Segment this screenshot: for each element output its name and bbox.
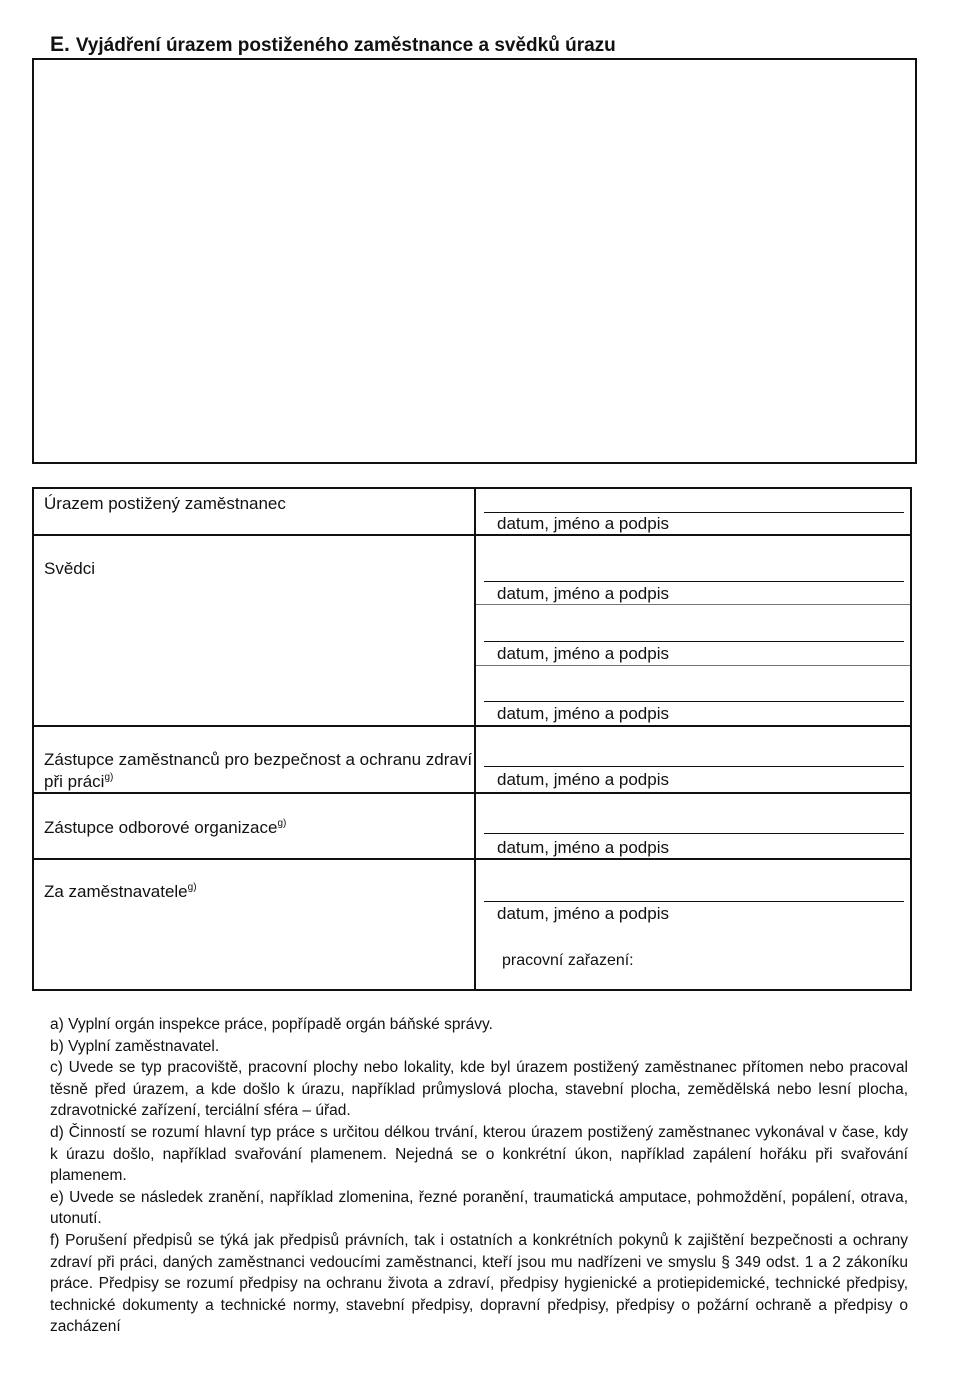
- footnote-b: b) Vyplní zaměstnavatel.: [50, 1037, 220, 1055]
- label-employee-safety-representative: Zástupce zaměstnanců pro bezpečnost a ochranu zdraví při práci$^{g)}$: [44, 750, 473, 791]
- signature-caption: datum, jméno a podpis: [497, 584, 669, 603]
- signature-line-safety-representative[interactable]: [484, 766, 904, 767]
- footnote-e: e) Uvede se následek zranění, například zlomenina, řezné poranění, traumatická amputace, pohmoždění, popálení, otrava, utonutí.: [50, 1188, 908, 1228]
- section-heading: Vyjádření úrazem postiženého zaměstnance a svědků úrazu: [75, 35, 616, 56]
- footnote-d: d) Činností se rozumí hlavní typ práce s určitou délkou trvání, kterou úrazem postižený zaměstnanec vykonával v čase, kdy k úrazu došlo, například svařování plamenem. Nejedná se o konkrétní úkon, například zapálení hořáku při svařování plamenem.: [50, 1123, 908, 1185]
- label-trade-union-representative: Zástupce odborové organizace$^{g)}$: [44, 818, 287, 837]
- signature-caption: datum, jméno a podpis: [497, 514, 669, 533]
- column-divider: [474, 489, 476, 989]
- row-divider: [34, 534, 910, 536]
- footnote-f: f) Porušení předpisů se týká jak předpisů právních, tak i ostatních a konkrétních pokynů k zajištění bezpečnosti a ochrany zdraví při práci, daných zaměstnanci vedoucími zaměstnanci, kteří jsou mu nadřízeni ve smyslu § 349 odst. 1 a 2 zákoníku práce. Předpisy se rozumí předpisy na ochranu života a zdraví, předpisy hygienické a protiepidemické, technické předpisy, technické dokumenty a technické normy, stavební předpisy, dopravní předpisy, předpisy o požární ochraně a předpisy o zacházení: [50, 1231, 908, 1336]
- signature-caption: datum, jméno a podpis: [497, 704, 669, 723]
- signature-caption: datum, jméno a podpis: [497, 644, 669, 663]
- signature-line-union-representative[interactable]: [484, 833, 904, 834]
- job-position-label: pracovní zařazení:: [502, 952, 634, 969]
- section-letter: E.: [50, 33, 70, 56]
- cell-rule: [476, 604, 910, 605]
- section-title: [50, 33, 616, 57]
- label-injured-employee: Úrazem postižený zaměstnanec: [44, 494, 286, 513]
- row-divider: [34, 858, 910, 860]
- row-divider: [34, 725, 910, 727]
- signature-line-witness-1[interactable]: [484, 581, 904, 582]
- footnote-c: c) Uvede se typ pracoviště, pracovní plochy nebo lokality, kde byl úrazem postižený zaměstnanec přítomen nebo pracoval těsně před úrazem, a kde došlo k úrazu, například průmyslová plocha, stavební plocha, zemědělská nebo lesní plocha, zdravotnické zařízení, terciální sféra – úřad.: [50, 1059, 908, 1120]
- signature-caption: datum, jméno a podpis: [497, 838, 669, 857]
- signature-line-employer[interactable]: [484, 901, 904, 902]
- signature-table: [32, 487, 912, 991]
- footnotes: [50, 1014, 908, 1338]
- signature-caption: datum, jméno a podpis: [497, 904, 669, 923]
- label-for-employer: Za zaměstnavatele$^{g)}$: [44, 882, 197, 901]
- signature-line-witness-3[interactable]: [484, 701, 904, 702]
- footnote-a: a) Vyplní orgán inspekce práce, popřípadě orgán báňské správy.: [50, 1016, 493, 1033]
- signature-line-witness-2[interactable]: [484, 641, 904, 642]
- statement-text-area[interactable]: [32, 58, 917, 464]
- cell-rule: [476, 665, 910, 666]
- signature-line-injured[interactable]: [484, 512, 904, 513]
- label-witnesses: Svědci: [44, 559, 96, 578]
- signature-caption: datum, jméno a podpis: [497, 770, 669, 789]
